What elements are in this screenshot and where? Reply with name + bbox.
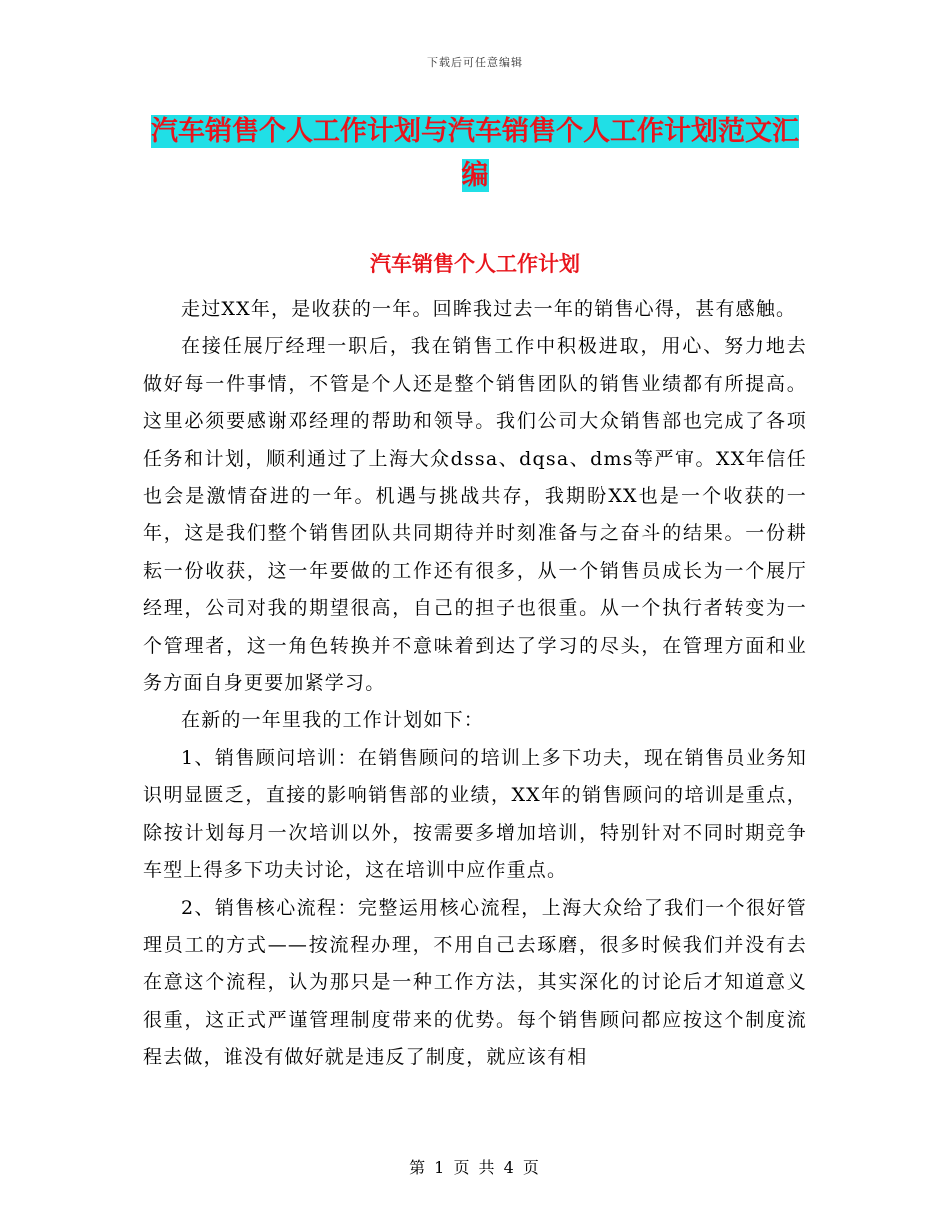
section-title: 汽车销售个人工作计划 [370,252,580,276]
document-body [143,291,807,1077]
paragraph: 1、销售顾问培训：在销售顾问的培训上多下功夫，现在销售员业务知识明显匮乏，直接的影响销售部的业绩，XX年的销售顾问的培训是重点，除按计划每月一次培训以外，按需要多增加培训，特别针对不同时期竞争车型上得多下功夫讨论，这在培训中应作重点。 [143,746,807,882]
header-note: 下载后可任意编辑 [427,56,523,69]
document-title-text: 汽车销售个人工作计划与汽车销售个人工作计划范文汇编 [151,116,799,191]
paragraph: 走过XX年，是收获的一年。回眸我过去一年的销售心得，甚有感触。 [181,298,797,320]
paragraph: 2、销售核心流程：完整运用核心流程，上海大众给了我们一个很好管理员工的方式——按流程办理，不用自己去琢磨，很多时候我们并没有去在意这个流程，认为那只是一种工作方法，其实深化的讨论后才知道意义很重，这正式严谨管理制度带来的优势。每个销售顾问都应按这个制度流程去做，谁没有做好就是违反了制度，就应该有相 [143,896,807,1069]
page-footer: 第 1 页 共 4 页 [409,1158,541,1177]
paragraph: 在新的一年里我的工作计划如下： [181,709,485,732]
document-title [140,110,810,198]
paragraph: 在接任展厅经理一职后，我在销售工作中积极进取，用心、努力地去做好每一件事情，不管是个人还是整个销售团队的销售业绩都有所提高。这里必须要感谢邓经理的帮助和领导。我们公司大众销售部也完成了各项任务和计划，顺利通过了上海大众dssa、dqsa、dms等严审。XX年信任也会是激情奋进的一年。机遇与挑战共存，我期盼XX也是一个收获的一年，这是我们整个销售团队共同期待并时刻准备与之奋斗的结果。一份耕耘一份收获，这一年要做的工作还有很多，从一个销售员成长为一个展厅经理，公司对我的期望很高，自己的担子也很重。从一个执行者转变为一个管理者，这一角色转换并不意味着到达了学习的尽头，在管理方面和业务方面自身更要加紧学习。 [143,335,807,695]
